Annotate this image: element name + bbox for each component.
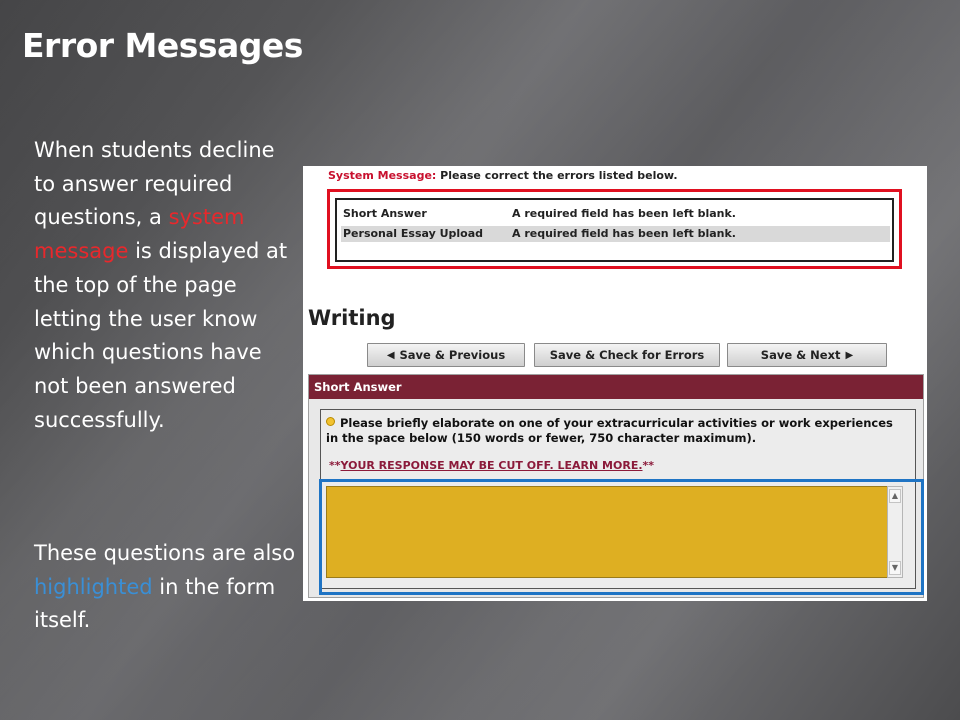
slide-title: Error Messages <box>22 26 303 65</box>
save-next-button[interactable] <box>727 343 887 367</box>
system-message-text: Please correct the errors listed below. <box>440 169 678 182</box>
scroll-down-icon[interactable]: ▼ <box>889 561 901 575</box>
intro-text-start: When students decline to answer required questions, a <box>34 138 275 230</box>
highlight-text-start: These questions are also <box>34 541 296 565</box>
arrow-right-icon: ▶ <box>845 349 854 361</box>
cutoff-warning <box>329 459 654 472</box>
highlight-text-end: in the form itself. <box>34 574 276 633</box>
question-label: Please briefly elaborate on one of your extracurricular activities or work experiences in the space below (150 words or fewer, 750 character maximum). <box>326 416 893 445</box>
cutoff-suffix: ** <box>642 459 655 472</box>
highlight-paragraph <box>34 537 299 638</box>
system-message-highlight: system message <box>34 205 245 264</box>
textarea-scrollbar[interactable] <box>887 486 903 578</box>
error-row[interactable] <box>341 206 890 222</box>
page-title: Writing <box>308 306 396 330</box>
intro-text-end: is displayed at the top of the page letting the user know which questions have not been answered successfully. <box>34 239 288 432</box>
section-header: Short Answer <box>309 375 923 399</box>
required-dot-icon <box>326 417 335 426</box>
error-list <box>335 198 894 262</box>
error-row[interactable] <box>341 226 890 242</box>
question-text <box>326 416 906 446</box>
error-message: A required field has been left blank. <box>512 227 736 240</box>
save-previous-button[interactable] <box>367 343 525 367</box>
save-previous-label: Save & Previous <box>399 348 506 362</box>
save-check-errors-button[interactable] <box>534 343 720 367</box>
scroll-up-icon[interactable]: ▲ <box>889 489 901 503</box>
error-message: A required field has been left blank. <box>512 207 736 220</box>
arrow-left-icon: ◀ <box>386 349 395 361</box>
short-answer-textarea[interactable] <box>326 486 903 578</box>
system-message-label: System Message: <box>328 169 437 182</box>
save-next-label: Save & Next <box>760 348 841 362</box>
save-check-label: Save & Check for Errors <box>549 348 705 362</box>
error-field-name[interactable]: Short Answer <box>343 207 427 220</box>
highlighted-word: highlighted <box>34 574 153 599</box>
form-screenshot <box>303 166 927 601</box>
error-summary-outline <box>327 189 902 269</box>
cutoff-prefix: ** <box>329 459 341 472</box>
learn-more-link[interactable]: YOUR RESPONSE MAY BE CUT OFF. LEARN MORE. <box>340 459 643 472</box>
system-message <box>328 169 678 182</box>
intro-paragraph <box>34 134 299 437</box>
error-field-name[interactable]: Personal Essay Upload <box>343 227 484 240</box>
